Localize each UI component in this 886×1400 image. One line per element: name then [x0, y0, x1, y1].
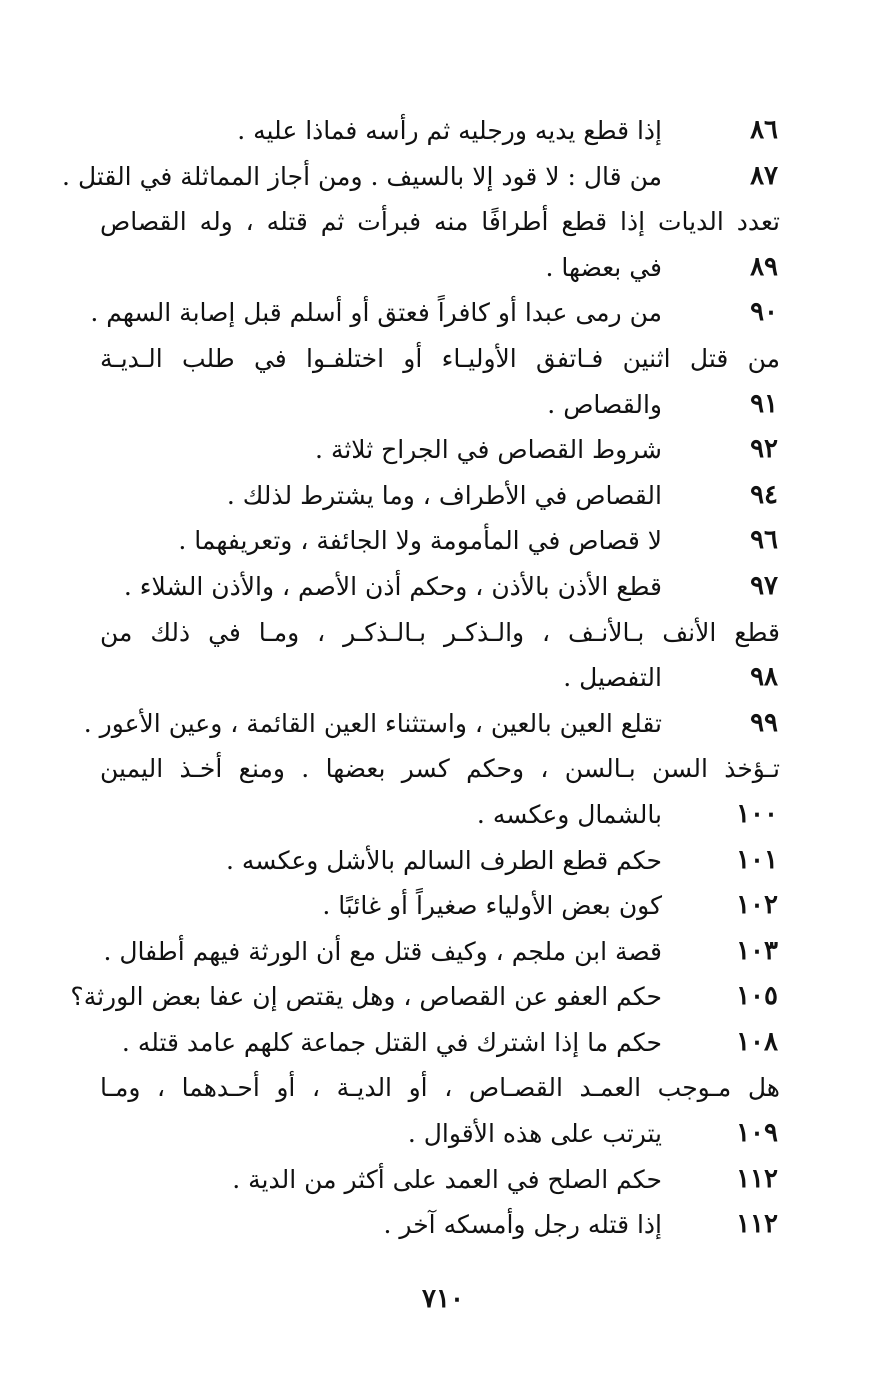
toc-entry — [100, 1157, 780, 1203]
toc-entry-title: لا قصاص في المأمومة ولا الجائفة ، وتعريفهما . — [178, 526, 662, 556]
toc-entry — [100, 929, 780, 975]
toc-entry-page-number: ٩٢ — [750, 434, 778, 465]
toc-entry — [100, 245, 780, 291]
toc-entry-title: قصة ابن ملجم ، وكيف قتل مع أن الورثة فيهم أطفال . — [103, 936, 662, 966]
toc-entry-page-number: ١٠٠ — [736, 798, 778, 829]
toc-entry-title: بالشمال وعكسه . — [476, 799, 662, 829]
toc-entry-page-number: ٨٦ — [750, 115, 778, 145]
toc-entry — [100, 382, 780, 428]
toc-entry — [83, 701, 780, 747]
toc-entry — [100, 838, 780, 884]
toc-entry-page-number: ٨٩ — [750, 251, 778, 282]
toc-entry-title: القصاص في الأطراف ، وما يشترط لذلك . — [226, 480, 662, 510]
toc-entry — [100, 792, 780, 838]
toc-entry-page-number: ٨٧ — [750, 160, 778, 191]
toc-entry-page-number: ٩١ — [750, 388, 778, 419]
toc-entry-title: شروط القصاص في الجراح ثلاثة . — [315, 435, 662, 465]
toc-entry-page-number: ١٠٨ — [736, 1026, 778, 1057]
toc-entry-page-number: ٩٦ — [750, 525, 778, 556]
toc-entry-title: تقلع العين بالعين ، واستثناء العين القائمة ، وعين الأعور . — [83, 708, 662, 738]
toc-entry-title: كون بعض الأولياء صغيراً أو غائبًا . — [322, 891, 662, 921]
toc-entry — [100, 1111, 780, 1157]
toc-entry-title: إذا قتله رجل وأمسكه آخر . — [383, 1210, 662, 1240]
toc-entry-title-continued: تـؤخذ السن بـالسن ، وحكم كسر بعضها . ومنع أخـذ اليمين — [100, 754, 780, 784]
toc-entry — [100, 108, 780, 154]
toc-entry — [100, 1020, 780, 1066]
toc-entry — [100, 1202, 780, 1248]
toc-entry-title: والقصاص . — [547, 389, 662, 419]
toc-entry-title: من قال : لا قود إلا بالسيف . ومن أجاز المماثلة في القتل . — [62, 161, 662, 191]
toc-entry — [100, 336, 780, 382]
toc-entry-page-number: ١١٢ — [736, 1163, 778, 1194]
toc-entry — [100, 610, 780, 656]
toc-entry-title: إذا قطع يديه ورجليه ثم رأسه فماذا عليه . — [237, 116, 662, 145]
toc-entry — [90, 290, 780, 336]
toc-entry — [100, 564, 780, 610]
toc-entry — [100, 427, 780, 473]
toc-entry-page-number: ١٠٢ — [736, 890, 778, 921]
toc-entry — [100, 655, 780, 701]
toc-entry-title: قطع الأذن بالأذن ، وحكم أذن الأصم ، والأذن الشلاء . — [123, 571, 662, 601]
toc-entry-page-number: ٩٧ — [750, 570, 778, 601]
toc-entry-title-continued: هل مـوجب العمـد القصـاص ، أو الديـة ، أو أحـدهما ، ومـا — [100, 1073, 780, 1103]
toc-entry — [100, 1065, 780, 1111]
toc-entry-page-number: ١٠٩ — [736, 1118, 778, 1149]
toc-entry — [70, 974, 780, 1020]
toc-entry-title-continued: من قتل اثنين فـاتفق الأوليـاء أو اختلفـوا في طلب الـديـة — [100, 343, 780, 373]
toc-entry-title: من رمى عبدا أو كافراً فعتق أو أسلم قبل إصابة السهم . — [90, 298, 662, 328]
table-of-contents — [62, 108, 780, 1248]
toc-entry-title: حكم العفو عن القصاص ، وهل يقتص إن عفا بعض الورثة؟ — [70, 982, 662, 1012]
toc-entry-title-continued: قطع الأنف بـالأنـف ، والـذكـر بـالـذكـر ، ومـا في ذلك من — [100, 617, 780, 647]
page-number: ٧١٠ — [422, 1284, 464, 1314]
toc-entry-title: التفصيل . — [563, 663, 662, 693]
toc-entry — [100, 518, 780, 564]
toc-entry-page-number: ٩٩ — [750, 707, 778, 738]
toc-entry — [100, 746, 780, 792]
toc-entry-page-number: ١٠٣ — [736, 935, 778, 966]
toc-entry-title: في بعضها . — [545, 252, 662, 282]
toc-entry — [100, 883, 780, 929]
toc-entry — [62, 154, 780, 200]
toc-entry-title: حكم ما إذا اشترك في القتل جماعة كلهم عامد قتله . — [121, 1027, 662, 1057]
toc-entry-page-number: ١١٢ — [736, 1209, 778, 1240]
toc-entry — [100, 199, 780, 245]
toc-entry-title: حكم قطع الطرف السالم بالأشل وعكسه . — [225, 845, 662, 875]
toc-entry-title-continued: تعدد الديات إذا قطع أطرافًا منه فبرأت ثم قتله ، وله القصاص — [100, 207, 780, 237]
toc-entry-page-number: ١٠٥ — [736, 981, 778, 1012]
toc-entry-page-number: ١٠١ — [736, 844, 778, 875]
toc-entry-page-number: ٩٨ — [750, 662, 778, 693]
toc-entry-page-number: ٩٤ — [750, 479, 778, 510]
toc-entry — [100, 473, 780, 519]
toc-entry-title: يترتب على هذه الأقوال . — [407, 1119, 662, 1149]
toc-entry-page-number: ٩٠ — [750, 297, 778, 328]
toc-entry-title: حكم الصلح في العمد على أكثر من الدية . — [232, 1164, 662, 1194]
